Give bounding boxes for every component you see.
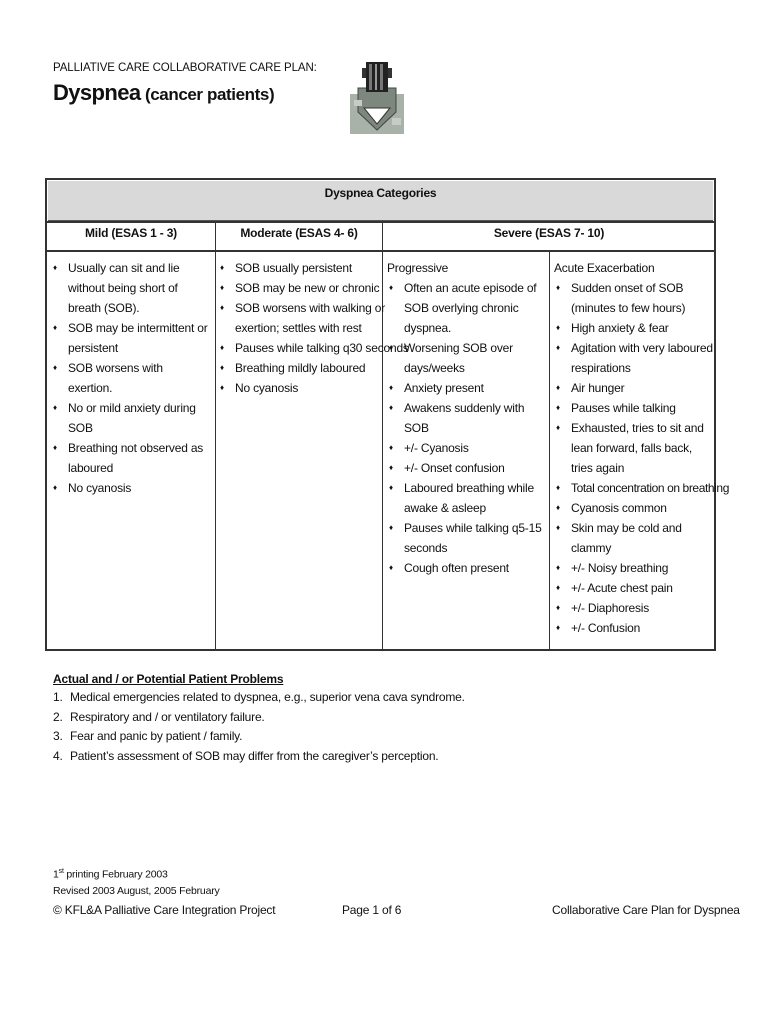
title-main: Dyspnea bbox=[53, 80, 141, 105]
progressive-cell bbox=[387, 258, 547, 578]
patient-problems-section bbox=[53, 672, 465, 766]
printing-note: 1st printing February 2003 bbox=[53, 868, 168, 881]
acute-exacerbation-cell bbox=[554, 258, 729, 638]
list-item: ♦ SOB usually persistent bbox=[218, 258, 386, 278]
list-item: ♦ Cyanosis common bbox=[554, 498, 716, 518]
column-header-mild: Mild (ESAS 1 - 3) bbox=[85, 226, 177, 240]
divider bbox=[47, 250, 714, 252]
list-item: ♦ SOB may be intermittent or persistent bbox=[51, 318, 209, 358]
list-item: ♦ Pauses while talking q30 seconds bbox=[218, 338, 386, 358]
column-header-moderate: Moderate (ESAS 4- 6) bbox=[240, 226, 358, 240]
list-item: ♦ +/- Diaphoresis bbox=[554, 598, 716, 618]
list-item: ♦ Anxiety present bbox=[387, 378, 547, 398]
list-item: ♦ No cyanosis bbox=[51, 478, 209, 498]
list-item: ♦ SOB may be new or chronic bbox=[218, 278, 386, 298]
list-item: ♦ No or mild anxiety during SOB bbox=[51, 398, 209, 438]
mild-cell bbox=[51, 258, 209, 498]
page-number: Page 1 of 6 bbox=[342, 903, 402, 917]
title-sub: (cancer patients) bbox=[144, 85, 275, 104]
column-header-severe: Severe (ESAS 7- 10) bbox=[493, 226, 605, 240]
list-item: ♦ SOB worsens with exertion. bbox=[51, 358, 209, 398]
list-item: ♦ Laboured breathing while awake & asleep bbox=[387, 478, 547, 518]
footer-document-title: Collaborative Care Plan for Dyspnea bbox=[552, 903, 740, 917]
list-item: 3. Fear and panic by patient / family. bbox=[53, 729, 243, 743]
list-item: 4. Patient’s assessment of SOB may differ from the caregiver’s perception. bbox=[53, 748, 439, 763]
column-divider bbox=[549, 252, 550, 649]
acute-exacerbation-label: Acute Exacerbation bbox=[554, 261, 655, 275]
column-divider bbox=[215, 223, 216, 649]
list-item: ♦ +/- Acute chest pain bbox=[554, 578, 716, 598]
list-item: ♦ Sudden onset of SOB (minutes to few hours) bbox=[554, 278, 716, 318]
list-item: ♦ +/- Onset confusion bbox=[387, 458, 547, 478]
list-item: 2. Respiratory and / or ventilatory failure. bbox=[53, 709, 265, 724]
list-item: ♦ SOB worsens with walking or exertion; settles with rest bbox=[218, 298, 386, 338]
revised-note: Revised 2003 August, 2005 February bbox=[53, 885, 220, 897]
table-header bbox=[48, 181, 713, 221]
section-heading: Actual and / or Potential Patient Problems bbox=[53, 672, 284, 686]
list-item: ♦ Pauses while talking q5-15 seconds bbox=[387, 518, 547, 558]
list-item: ♦ Awakens suddenly with SOB bbox=[387, 398, 547, 438]
list-item: ♦ Often an acute episode of SOB overlying chronic dyspnea. bbox=[387, 278, 547, 338]
list-item: ♦ Breathing mildly laboured bbox=[218, 358, 386, 378]
list-item: ♦ +/- Cyanosis bbox=[387, 438, 547, 458]
plan-subtitle: PALLIATIVE CARE COLLABORATIVE CARE PLAN: bbox=[53, 62, 317, 74]
list-item: ♦ Agitation with very laboured respirations bbox=[554, 338, 716, 378]
table-header-label: Dyspnea Categories bbox=[324, 186, 437, 200]
list-item: ♦ +/- Confusion bbox=[554, 618, 716, 638]
progressive-label: Progressive bbox=[387, 261, 449, 275]
list-item: ♦ Air hunger bbox=[554, 378, 716, 398]
list-item: ♦ Usually can sit and lie without being short of breath (SOB). bbox=[51, 258, 209, 318]
list-item: ♦ High anxiety & fear bbox=[554, 318, 716, 338]
list-item: ♦ +/- Noisy breathing bbox=[554, 558, 716, 578]
divider bbox=[47, 221, 714, 223]
list-item: 1. Medical emergencies related to dyspnea, e.g., superior vena cava syndrome. bbox=[53, 690, 465, 704]
page-title bbox=[53, 80, 274, 106]
list-item: ♦ Total concentration on breathing bbox=[554, 478, 716, 498]
list-item: ♦ Exhausted, tries to sit and lean forward, falls back, tries again bbox=[554, 418, 716, 478]
list-item: ♦ Worsening SOB over days/weeks bbox=[387, 338, 547, 378]
moderate-cell bbox=[218, 258, 409, 398]
care-plan-logo-icon bbox=[348, 60, 406, 136]
dyspnea-categories-table bbox=[45, 178, 729, 651]
list-item: ♦ Cough often present bbox=[387, 558, 547, 578]
copyright: © KFL&A Palliative Care Integration Project bbox=[53, 903, 276, 917]
list-item: ♦ Pauses while talking bbox=[554, 398, 716, 418]
list-item: ♦ Breathing not observed as laboured bbox=[51, 438, 209, 478]
list-item: ♦ Skin may be cold and clammy bbox=[554, 518, 716, 558]
list-item: ♦ No cyanosis bbox=[218, 378, 386, 398]
